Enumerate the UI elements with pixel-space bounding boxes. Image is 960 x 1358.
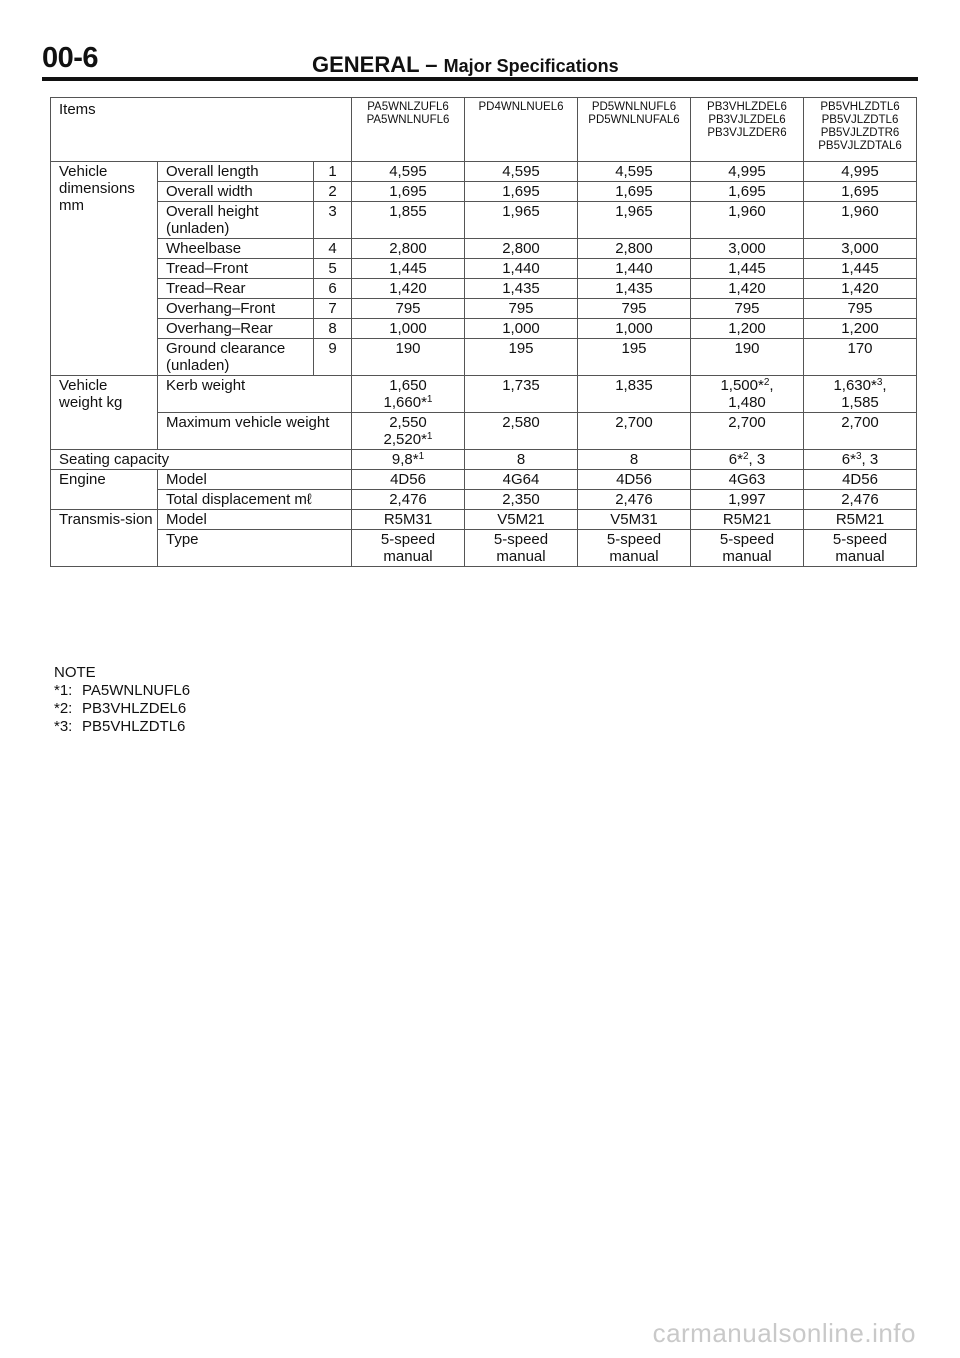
cell: 1,695 (804, 182, 917, 202)
row-number: 2 (314, 182, 352, 202)
row-number: 7 (314, 299, 352, 319)
page-title (312, 52, 619, 78)
table-row (51, 239, 917, 259)
page-number: 00-6 (42, 42, 99, 74)
cell: 8 (465, 450, 578, 470)
row-number: 8 (314, 319, 352, 339)
table-header-row (51, 98, 917, 162)
row-label: Overall width (158, 182, 314, 202)
cell: 795 (691, 299, 804, 319)
section-title: GENERAL (312, 52, 420, 77)
header-rule (42, 77, 918, 81)
cell: 170 (804, 339, 917, 376)
group-transmission: Transmis-sion (51, 510, 158, 567)
cell: 1,650 1,660*$^1$ (352, 376, 465, 413)
notes-title: NOTE (54, 664, 96, 681)
cell: 5-speed manual (578, 530, 691, 567)
row-label: Overall length (158, 162, 314, 182)
group-vehicle-weight: Vehicle weight kg (51, 376, 158, 450)
cell: 4,595 (352, 162, 465, 182)
specifications-table (50, 97, 917, 567)
cell: 6*$^3$, 3 (804, 450, 917, 470)
row-number: 9 (314, 339, 352, 376)
cell: 1,500*$^2$, 1,480 (691, 376, 804, 413)
cell: V5M31 (578, 510, 691, 530)
page-header (42, 40, 918, 80)
model-header-5: PB5VHLZDTL6 PB5VJLZDTL6 PB5VJLZDTR6 PB5VJLZDTAL6 (804, 98, 917, 162)
cell: 4G64 (465, 470, 578, 490)
cell: 1,695 (465, 182, 578, 202)
table-row (51, 162, 917, 182)
row-label: Total displacement mℓ (158, 490, 352, 510)
model-header-3: PD5WNLNUFL6 PD5WNLNUFAL6 (578, 98, 691, 162)
watermark: carmanualsonline.info (652, 1318, 916, 1348)
row-label: Overhang–Front (158, 299, 314, 319)
note-mark: *1: (54, 682, 73, 699)
cell: 4D56 (352, 470, 465, 490)
cell: 1,440 (578, 259, 691, 279)
notes-block (54, 664, 190, 736)
cell: 1,445 (804, 259, 917, 279)
cell: R5M21 (804, 510, 917, 530)
cell: 1,420 (691, 279, 804, 299)
cell: 1,965 (578, 202, 691, 239)
row-number: 5 (314, 259, 352, 279)
cell: 2,700 (691, 413, 804, 450)
cell: 795 (578, 299, 691, 319)
cell: 6*$^2$, 3 (691, 450, 804, 470)
cell: 3,000 (691, 239, 804, 259)
cell: 795 (804, 299, 917, 319)
cell: 1,420 (804, 279, 917, 299)
table-row (51, 279, 917, 299)
cell: 190 (691, 339, 804, 376)
cell: 1,695 (691, 182, 804, 202)
table-row (51, 470, 917, 490)
note-text: PA5WNLNUFL6 (82, 682, 191, 699)
group-engine: Engine (51, 470, 158, 510)
cell: 1,965 (465, 202, 578, 239)
cell: 1,000 (352, 319, 465, 339)
group-seating-capacity: Seating capacity (51, 450, 352, 470)
items-header: Items (51, 98, 352, 162)
note-mark: *2: (54, 700, 73, 717)
cell: 190 (352, 339, 465, 376)
model-header-1: PA5WNLZUFL6 PA5WNLNUFL6 (352, 98, 465, 162)
cell: 1,440 (465, 259, 578, 279)
cell: V5M21 (465, 510, 578, 530)
cell: 5-speed manual (465, 530, 578, 567)
row-number: 6 (314, 279, 352, 299)
cell: 1,695 (578, 182, 691, 202)
row-label: Tread–Rear (158, 279, 314, 299)
cell: 4,995 (804, 162, 917, 182)
note-text: PB5VHLZDTL6 (82, 718, 186, 735)
cell: 1,695 (352, 182, 465, 202)
table-row (51, 490, 917, 510)
cell: 4,595 (465, 162, 578, 182)
note-mark: *3: (54, 718, 73, 735)
row-label: Wheelbase (158, 239, 314, 259)
table-row (51, 319, 917, 339)
row-label: Tread–Front (158, 259, 314, 279)
table-row (51, 376, 917, 413)
cell: 795 (465, 299, 578, 319)
cell: 2,550 2,520*$^1$ (352, 413, 465, 450)
cell: 1,435 (465, 279, 578, 299)
row-label: Overhang–Rear (158, 319, 314, 339)
cell: 9,8*$^1$ (352, 450, 465, 470)
row-label: Ground clearance (unladen) (158, 339, 314, 376)
title-dash: – (419, 52, 444, 77)
table-row (51, 202, 917, 239)
row-label: Kerb weight (158, 376, 352, 413)
cell: 1,960 (804, 202, 917, 239)
cell: R5M31 (352, 510, 465, 530)
cell: 5-speed manual (691, 530, 804, 567)
cell: 1,200 (804, 319, 917, 339)
table-row (51, 510, 917, 530)
note-item (54, 682, 190, 700)
table-row (51, 259, 917, 279)
table-row (51, 299, 917, 319)
cell: 2,800 (352, 239, 465, 259)
cell: 1,835 (578, 376, 691, 413)
cell: 2,800 (578, 239, 691, 259)
cell: 195 (578, 339, 691, 376)
cell: 2,476 (578, 490, 691, 510)
model-header-4: PB3VHLZDEL6 PB3VJLZDEL6 PB3VJLZDER6 (691, 98, 804, 162)
table-row (51, 339, 917, 376)
table-row (51, 182, 917, 202)
cell: 2,700 (804, 413, 917, 450)
row-label: Overall height (unladen) (158, 202, 314, 239)
table-row (51, 530, 917, 567)
row-label: Maximum vehicle weight (158, 413, 352, 450)
cell: 5-speed manual (352, 530, 465, 567)
cell: 1,997 (691, 490, 804, 510)
cell: 1,445 (352, 259, 465, 279)
cell: 1,420 (352, 279, 465, 299)
cell: 1,735 (465, 376, 578, 413)
table-row (51, 413, 917, 450)
row-label: Model (158, 510, 352, 530)
cell: 1,960 (691, 202, 804, 239)
cell: 4D56 (804, 470, 917, 490)
cell: 8 (578, 450, 691, 470)
cell: 2,476 (352, 490, 465, 510)
note-text: PB3VHLZDEL6 (82, 700, 187, 717)
cell: 1,000 (578, 319, 691, 339)
cell: 4,995 (691, 162, 804, 182)
row-label: Type (158, 530, 352, 567)
cell: 2,580 (465, 413, 578, 450)
row-number: 3 (314, 202, 352, 239)
cell: 1,855 (352, 202, 465, 239)
cell: 2,700 (578, 413, 691, 450)
cell: 2,350 (465, 490, 578, 510)
model-header-2: PD4WNLNUEL6 (465, 98, 578, 162)
cell: 2,476 (804, 490, 917, 510)
table-row (51, 450, 917, 470)
cell: 3,000 (804, 239, 917, 259)
note-item (54, 718, 190, 736)
cell: 195 (465, 339, 578, 376)
cell: 4D56 (578, 470, 691, 490)
cell: 1,445 (691, 259, 804, 279)
group-vehicle-dimensions: Vehicle dimensions mm (51, 162, 158, 376)
cell: 1,200 (691, 319, 804, 339)
cell: 1,435 (578, 279, 691, 299)
cell: 1,630*$^3$, 1,585 (804, 376, 917, 413)
row-number: 4 (314, 239, 352, 259)
section-subtitle: Major Specifications (443, 56, 619, 76)
row-number: 1 (314, 162, 352, 182)
cell: 795 (352, 299, 465, 319)
cell: R5M21 (691, 510, 804, 530)
row-label: Model (158, 470, 352, 490)
cell: 4G63 (691, 470, 804, 490)
note-item (54, 700, 190, 718)
cell: 2,800 (465, 239, 578, 259)
cell: 1,000 (465, 319, 578, 339)
cell: 4,595 (578, 162, 691, 182)
cell: 5-speed manual (804, 530, 917, 567)
